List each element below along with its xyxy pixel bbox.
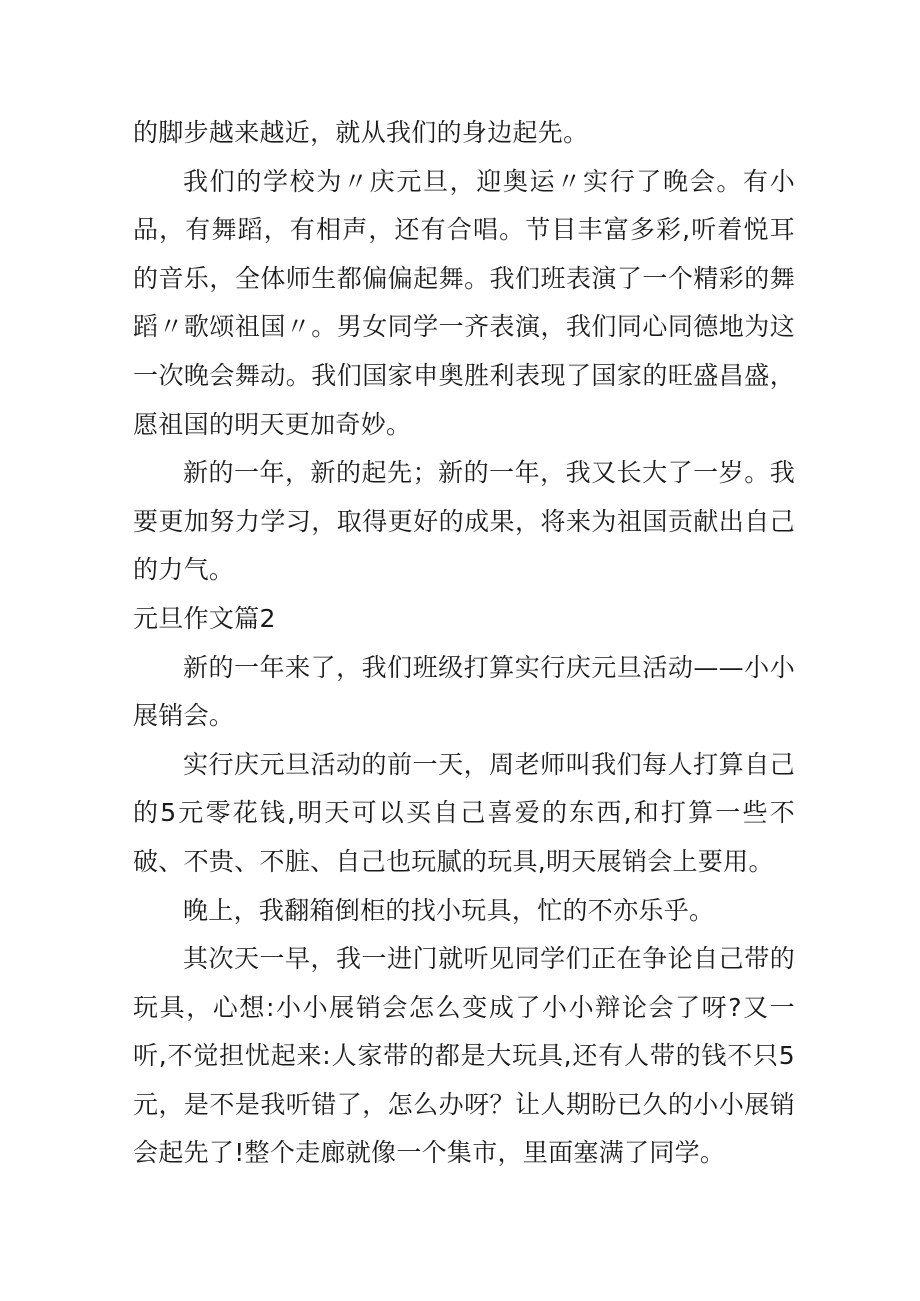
section-heading: 元旦作文篇2 bbox=[133, 603, 276, 633]
paragraph: 实行庆元旦活动的前一天，周老师叫我们每人打算自己的5元零花钱,明天可以买自己喜爱的东西,和打算一些不破、不贵、不脏、自己也玩腻的玩具,明天展销会上要用。 bbox=[133, 749, 795, 876]
paragraph: 新的一年，新的起先；新的一年，我又长大了一岁。我要更加努力学习，取得更好的成果，将来为祖国贡献出自己的力气。 bbox=[133, 458, 795, 585]
paragraph: 新的一年来了，我们班级打算实行庆元旦活动——小小展销会。 bbox=[133, 652, 795, 731]
paragraph: 的脚步越来越近，就从我们的身边起先。 bbox=[133, 118, 589, 147]
paragraph: 其次天一早，我一进门就听见同学们正在争论自己带的玩具，心想:小小展销会怎么变成了小小辩论会了呀?又一听,不觉担忧起来:人家带的都是大玩具,还有人带的钱不只5元，是不是我听错了，怎么办呀？让人期盼已久的小小展销会起先了!整个走廊就像一个集市，里面塞满了同学。 bbox=[133, 944, 795, 1168]
paragraph: 晚上，我翻箱倒柜的找小玩具，忙的不亦乐乎。 bbox=[183, 895, 715, 925]
paragraph: 我们的学校为〃庆元旦，迎奥运〃实行了晚会。有小品，有舞蹈，有相声，还有合唱。节目丰富多彩,听着悦耳的音乐，全体师生都偏偏起舞。我们班表演了一个精彩的舞蹈〃歌颂祖国〃。男女同学一齐表演，我们同心同德地为这一次晚会舞动。我们国家申奥胜利表现了国家的旺盛昌盛，愿祖国的明天更加奇妙。 bbox=[133, 166, 795, 439]
document-body bbox=[133, 109, 795, 1178]
